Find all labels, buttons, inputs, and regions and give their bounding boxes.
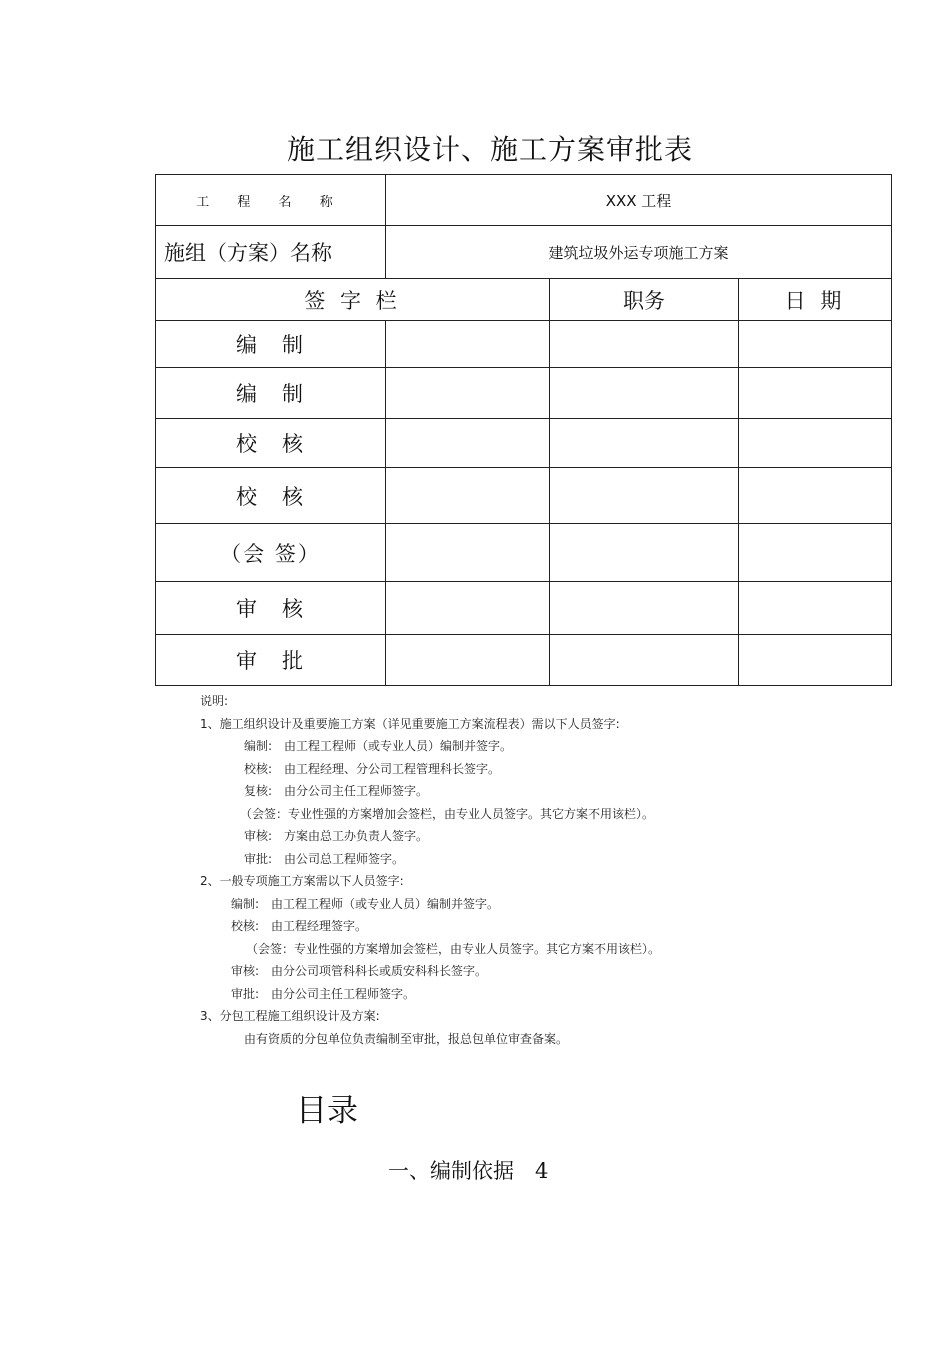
notes-section bbox=[200, 690, 900, 1050]
position-cell[interactable] bbox=[550, 321, 739, 368]
scheme-name-label: 施组（方案）名称 bbox=[156, 226, 386, 279]
note-line: 审核: 由分公司项管科科长或质安科科长签字。 bbox=[231, 964, 488, 978]
role-label: 编 制 bbox=[156, 368, 386, 419]
date-cell[interactable] bbox=[739, 368, 892, 419]
note-line: 由有资质的分包单位负责编制至审批，报总包单位审查备案。 bbox=[244, 1031, 569, 1046]
signature-cell[interactable] bbox=[386, 368, 550, 419]
date-cell[interactable] bbox=[739, 582, 892, 635]
role-label: （会 签） bbox=[156, 524, 386, 582]
date-cell[interactable] bbox=[739, 419, 892, 468]
note-line: 2、一般专项施工方案需以下人员签字: bbox=[200, 874, 404, 888]
document-title: 施工组织设计、施工方案审批表 bbox=[286, 133, 693, 166]
toc-title: 目录 bbox=[296, 1093, 358, 1129]
position-column-header: 职务 bbox=[550, 279, 739, 321]
approval-table bbox=[155, 174, 892, 686]
date-cell[interactable] bbox=[739, 321, 892, 368]
note-line: 3、分包工程施工组织设计及方案: bbox=[200, 1009, 380, 1023]
scheme-name-value: 建筑垃圾外运专项施工方案 bbox=[386, 226, 892, 279]
project-name-value: XXX 工程 bbox=[386, 175, 892, 226]
note-line: 审核: 方案由总工办负责人签字。 bbox=[244, 829, 429, 843]
signature-cell[interactable] bbox=[386, 321, 550, 368]
note-line: （会签：专业性强的方案增加会签栏，由专业人员签字。其它方案不用该栏）。 bbox=[246, 941, 661, 956]
note-line: 编制: 由工程工程师（或专业人员）编制并签字。 bbox=[244, 739, 513, 753]
date-cell[interactable] bbox=[739, 524, 892, 582]
date-cell[interactable] bbox=[739, 635, 892, 686]
date-cell[interactable] bbox=[739, 468, 892, 524]
note-line: 说明: bbox=[200, 694, 229, 708]
note-line: 校核: 由工程经理签字。 bbox=[231, 919, 368, 933]
note-line: 编制: 由工程工程师（或专业人员）编制并签字。 bbox=[231, 896, 500, 911]
position-cell[interactable] bbox=[550, 419, 739, 468]
note-line: 审批: 由分公司主任工程师签字。 bbox=[231, 986, 416, 1001]
position-cell[interactable] bbox=[550, 368, 739, 419]
note-line: 审批: 由公司总工程师签字。 bbox=[244, 851, 405, 866]
note-line: 复核: 由分公司主任工程师签字。 bbox=[244, 784, 429, 798]
position-cell[interactable] bbox=[550, 468, 739, 524]
role-label: 审 核 bbox=[156, 582, 386, 635]
project-name-label: 工 程 名 称 bbox=[156, 175, 386, 226]
signature-cell[interactable] bbox=[386, 635, 550, 686]
toc-entry[interactable]: 一、编制依据 4 bbox=[388, 1159, 549, 1183]
date-column-header: 日 期 bbox=[739, 279, 892, 321]
note-line: （会签：专业性强的方案增加会签栏，由专业人员签字。其它方案不用该栏）。 bbox=[240, 806, 655, 821]
note-line: 1、施工组织设计及重要施工方案（详见重要施工方案流程表）需以下人员签字: bbox=[200, 716, 620, 731]
signature-cell[interactable] bbox=[386, 524, 550, 582]
signature-cell[interactable] bbox=[386, 419, 550, 468]
position-cell[interactable] bbox=[550, 524, 739, 582]
signature-cell[interactable] bbox=[386, 468, 550, 524]
note-line: 校核: 由工程经理、分公司工程管理科长签字。 bbox=[244, 761, 501, 776]
role-label: 校 核 bbox=[156, 419, 386, 468]
signature-column-header: 签 字 栏 bbox=[156, 279, 550, 321]
role-label: 编 制 bbox=[156, 321, 386, 368]
position-cell[interactable] bbox=[550, 635, 739, 686]
signature-cell[interactable] bbox=[386, 582, 550, 635]
role-label: 审 批 bbox=[156, 635, 386, 686]
position-cell[interactable] bbox=[550, 582, 739, 635]
role-label: 校 核 bbox=[156, 468, 386, 524]
